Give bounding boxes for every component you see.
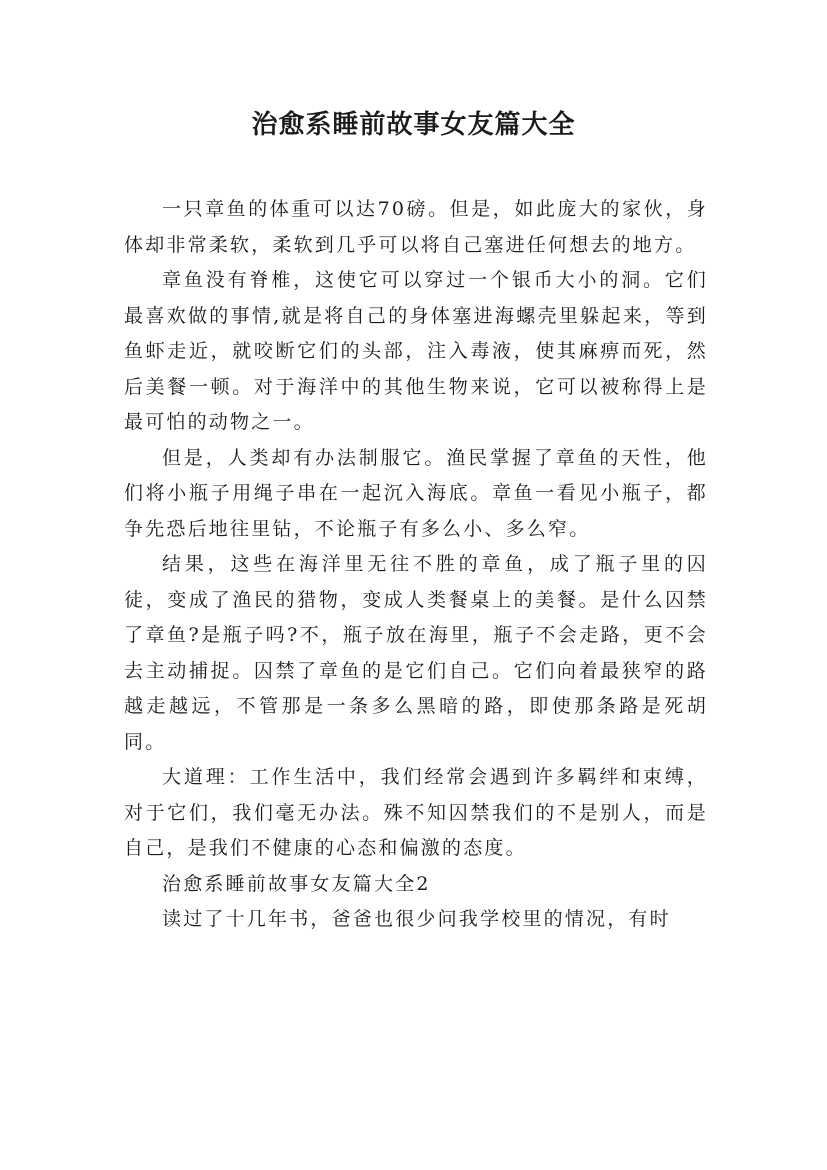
paragraph: 章鱼没有脊椎，这使它可以穿过一个银币大小的洞。它们最喜欢做的事情,就是将自己的身体塞进海螺壳里躲起来，等到鱼虾走近，就咬断它们的头部，注入毒液，使其麻痹而死，然后美餐一顿。对于海洋中的其他生物来说，它可以被称得上是最可怕的动物之一。 [124, 269, 708, 433]
paragraph: 大道理：工作生活中，我们经常会遇到许多羁绊和束缚，对于它们，我们毫无办法。殊不知囚禁我们的不是别人，而是自己，是我们不健康的心态和偏激的态度。 [124, 766, 708, 859]
paragraph: 一只章鱼的体重可以达70磅。但是，如此庞大的家伙，身体却非常柔软，柔软到几乎可以将自己塞进任何想去的地方。 [124, 198, 708, 256]
paragraph: 结果，这些在海洋里无往不胜的章鱼，成了瓶子里的囚徒，变成了渔民的猎物，变成人类餐桌上的美餐。是什么囚禁了章鱼?是瓶子吗?不，瓶子放在海里，瓶子不会走路，更不会去主动捕捉。囚禁了章鱼的是它们自己。它们向着最狭窄的路越走越远，不管那是一条多么黑暗的路，即使那条路是死胡同。 [124, 553, 708, 753]
section-heading: 治愈系睡前故事女友篇大全2 [162, 872, 431, 895]
document-body [124, 192, 708, 938]
page-title: 治愈系睡前故事女友篇大全 [251, 110, 576, 140]
paragraph: 读过了十几年书，爸爸也很少问我学校里的情况，有时 [162, 908, 671, 930]
paragraph: 但是，人类却有办法制服它。渔民掌握了章鱼的天性，他们将小瓶子用绳子串在一起沉入海底。章鱼一看见小瓶子，都争先恐后地往里钻，不论瓶子有多么小、多么窄。 [124, 446, 708, 540]
